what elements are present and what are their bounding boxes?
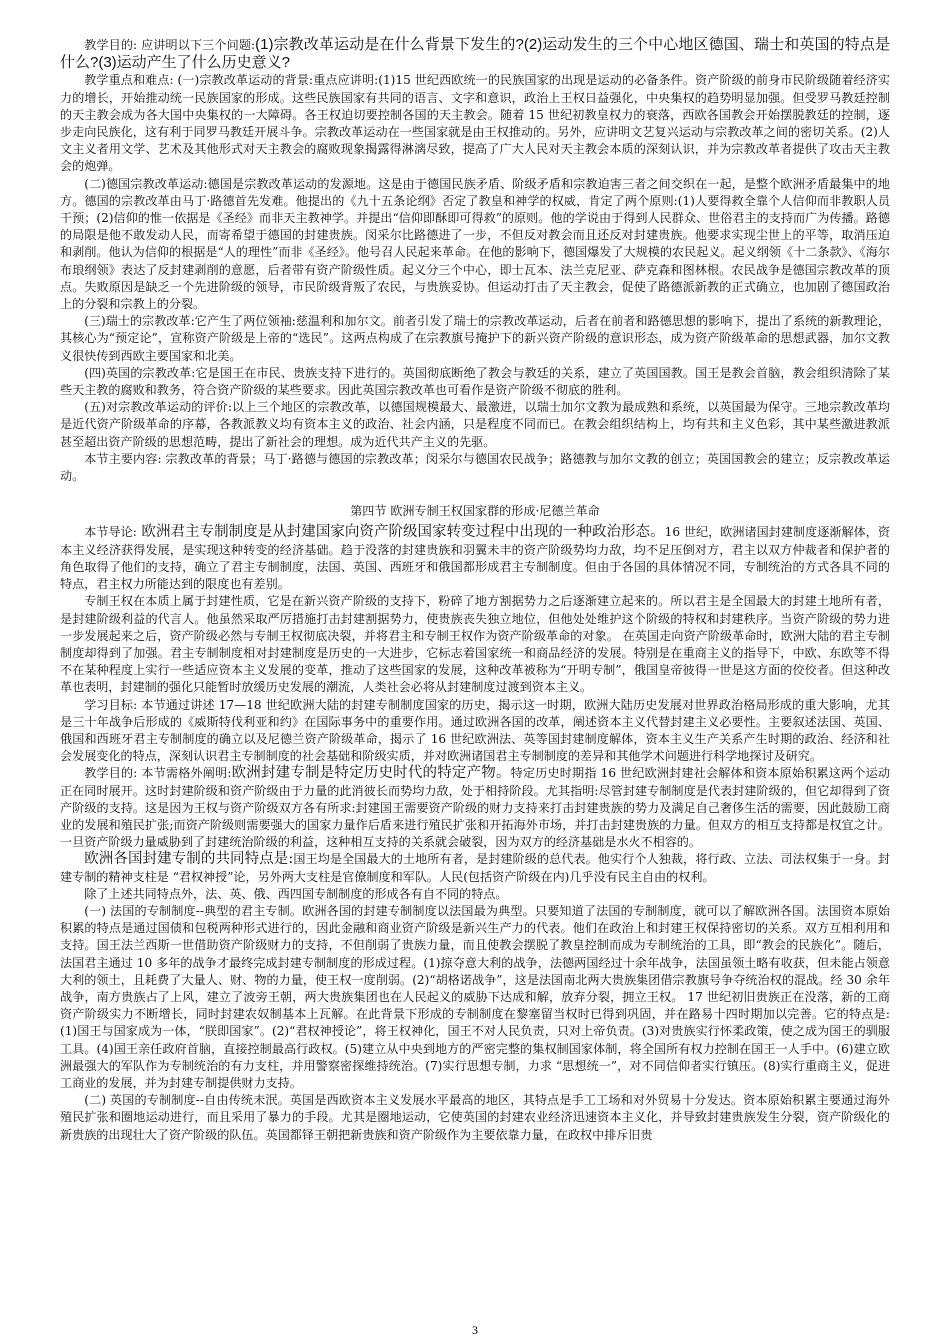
section-title: 第四节 欧洲专制王权国家群的形成·尼德兰革命: [350, 504, 600, 519]
paragraph-lead: 教学目的: 本节需格外阐明:: [84, 766, 232, 781]
paragraph-text: 国王均是全国最大的土地所有者，是封建阶级的总代表。他实行个人独裁，将行政、立法、司法权集于一身。封建专制的精神支柱是 “君权神授”论，另外两大支柱是官僚制度和军队。人民(包括资产阶级在内)几乎没有民主自由的权利。: [60, 852, 890, 884]
paragraph-differences: [60, 886, 890, 903]
paragraph-text: (二) 英国的专制制度--自由传统未泯。英国是西欧资本主义发展水平最高的地区，其特点是手工工场和对外贸易十分发达。资本原始积累主要通过海外殖民扩张和圈地运动进行，而且采用了暴力的手段。尤其是圈地运动，它使英国的封建农业经济迅速资本主义化，并导致封建贵族发生分裂，资产阶级化的新贵族的出现壮大了资产阶级的队伍。英国都铎王朝把新贵族和资产阶级作为主要依靠力量，在政权中排斥旧贵: [60, 1093, 890, 1142]
paragraph-text: (四)英国的宗教改革:它是国王在市民、贵族支持下进行的。英国彻底断绝了教会与教廷的关系，建立了英国国教。国王是教会首脑，教会组织清除了某些天主教的腐败和教务，符合资产阶级的某些要求。因此英国宗教改革也可看作是资产阶级不彻底的胜利。: [60, 365, 890, 398]
paragraph-common-features: [60, 851, 890, 885]
paragraph-text: 特定历史时期指 16 世纪欧洲封建社会解体和资本原始积累这两个运动正在同时展开。这时封建阶级和资产阶级由于力量的此消彼长而势均力敌，处于相持阶段。尤其指明:尽管封建专制制度是代表封建阶级的，但它却得到了资产阶级的支持。这是因为王权与资产阶级双方各有所求:封建国王需要资产阶级的财力支持来打击封建贵族的势力及满足自己奢侈生活的需要，因此鼓励工商业的发展和殖民扩张;而资产阶级则需要强大的国家力量作后盾来进行殖民扩张和开拓海外市场，并打击封建贵族的力量。但双方的相互支持都是权宜之计。一旦资产阶级力量威胁到了封建统治阶级的利益，这种相互支持的关系就会破裂，因为双方的经济基础是水火不相容的。: [60, 766, 890, 850]
paragraph-key-points: [60, 72, 890, 175]
paragraph-text: (二)德国宗教改革运动:德国是宗教改革运动的发源地。这是由于德国民族矛盾、阶级矛盾和宗教迫害三者之间交织在一起，是整个欧洲矛盾最集中的地方。德国的宗教改革由马丁·路德首先发难。他提出的《九十五条论纲》否定了教皇和神学的权威，肯定了两个原则:(1)人要得救全靠个人信仰而非教职人员干预；(2)信仰的惟一依据是《圣经》而非天主教神学。并提出“信仰即酥即可得救”的原则。他的学说由于得到人民群众、世俗君主的支持而广为传播。路德的局限是他不敢发动人民，而寄希望于德国的封建贵族。闵采尔比路德进了一步，不但反对教会而且还反对封建贵族。他要求实现尘世上的平等，取消压迫和剥削。他认为信仰的根据是“人的理性”而非《圣经》。他号召人民起来革命。在他的影响下，德国爆发了大规模的农民起义。起义纲领《十二条款》、《海尔布琅纲领》表达了反封建剥削的意愿，后者带有资产阶级性质。起义分三个中心，即士瓦本、法兰克尼亚、萨克森和图林根。农民战争是德国宗教改革的顶点。失败原因是缺乏一个先进阶级的领导，市民阶级背叛了农民，与贵族妥协。但运动打击了天主教会，促使了路德派新教的正式确立，也加剧了德国政治上的分裂和宗教上的分裂。: [60, 176, 890, 312]
paragraph-text: (五)对宗教改革运动的评价:以上三个地区的宗教改革，以德国规模最大、最激进，以瑞士加尔文教为最成熟和系统，以英国最为保守。三地宗教改革均是近代资产阶级革命的序幕，各教派教义均有资本主义的政治、社会内涵，只是程度不同而已。在教会组织结构上，均有共和主义色彩，其中某些激进教派甚至超出资产阶级的思想范畴，提出了新社会的理想。成为近代共产主义的先驱。: [60, 400, 890, 449]
paragraph-switzerland: [60, 313, 890, 365]
paragraph-text: 学习目标: 本节通过讲述 17—18 世纪欧洲大陆的封建专制制度国家的历史，揭示这一时期，欧洲大陆历史发展对世界政治格局形成的重大影响，尤其是三十年战争后形成的《威斯特伐利亚和约》在国际事务中的重要作用。通过欧洲各国的改革，阐述资本主义代替封建主义必要性。主要叙述法国、英国、俄国和西班牙君主专制制度的确立以及尼德兰资产阶级革命，揭示了 16 世纪欧洲法、英等国封建制度解体，资本主义生产关系产生时期的政治、经济和社会发展变化的特点，深刻认识君主专制制度的社会基础和阶级实质，并对欧洲诸国君主专制制度的差异和其他学术问题进行科学地探讨及研究。: [60, 697, 890, 764]
paragraph-lead: 欧洲各国封建专制的共同特点是:: [84, 851, 294, 868]
paragraph-text: (三)瑞士的宗教改革:它产生了两位领袖:慈温利和加尔文。前者引发了瑞士的宗教改革运动，后者在前者和路德思想的影响下，提出了系统的新教理论，其核心为“预定论”，宣称资产阶级是上帝的“选民”。这两点构成了在宗教旗号掩护下的新兴资产阶级的意识形态，成为资产阶级革命的思想武器，加尔文教义很快传到西欧主要国家和北美。: [60, 314, 890, 363]
emphasized-text: (1)宗教改革运动是在什么背景下发生的?(2)运动发生的三个中心地区德国、瑞士和英国的特点是什么?(3)运动产生了什么历史意义?: [60, 36, 890, 72]
page-number: 3: [472, 1323, 478, 1337]
paragraph-text: 专制王权在本质上属于封建性质，它是在新兴资产阶级的支持下，粉碎了地方割据势力之后逐渐建立起来的。所以君主是全国最大的封建土地所有者，是封建阶级利益的代言人。他虽然采取严厉措施打击封建割据势力，使贵族丧失独立地位，但他处处维护这个阶级的特权和封建秩序。当资产阶级的势力进一步发展起来之后，资产阶级必然与专制王权彻底决裂，并将君主和专制王权作为资产阶级革命的对象。 在英国走向资产阶级革命时，欧洲大陆的君主专制制度却得到了加强。君主专制制度相对封建制度是历史的一大进步，它标志着国家统一和商品经济的发展。特别是在重商主义的指导下，中欧、东欧等不得不在某种程度上实行一些适应资本主义发展的变革，推动了这些国家的发展，这种改革被称为“开明专制”，俄国皇帝彼得一世是这方面的佼佼者。但这种改革也表明，封建制的强化只能暂时放缓历史发展的潮流，人类社会必将从封建制度过渡到资本主义。: [60, 594, 890, 695]
emphasized-text: 欧洲封建专制是特定历史时代的特定产物。: [231, 765, 511, 782]
paragraph-evaluation: [60, 399, 890, 451]
paragraph-text: 除了上述共同特点外，法、英、俄、西四国专制制度的形成各有自不同的特点。: [84, 886, 508, 901]
paragraph-france: [60, 903, 890, 1092]
paragraph-learning-goals: [60, 697, 890, 766]
emphasized-text: 欧洲君主专制制度是从封建国家向资产阶级国家转变过程中出现的一种政治形态。: [136, 524, 665, 541]
paragraph-england: [60, 365, 890, 399]
paragraph-germany: [60, 176, 890, 314]
paragraph-text: 16 世纪，欧洲诸国封建制度逐渐解体，资本主义经济获得发展，是实现这种转变的经济基础。趋于没落的封建贵族和羽翼未丰的资产阶级势均力敌，均不足压倒对方，君主以双方仲裁者和保护者的角色取得了他们的支持，确立了君主专制制度，法国、英国、西班牙和俄国都形成君主专制制度。但由于各国的具体情况不同，专制统治的方式各具不同的特点，君主权力所能达到的限度也有差别。: [60, 525, 891, 592]
paragraph-lead: 本节导论:: [84, 525, 137, 540]
paragraph-absolutism-nature: [60, 593, 890, 696]
paragraph-text: (一) 法国的专制制度--典型的君主专制。欧洲各国的封建专制制度以法国最为典型。只要知道了法国的专制制度，就可以了解欧洲各国。法国资本原始积累的特点是通过国债和包税两种形式进行的，因此金融和商业资产阶级是新兴生产力的代表。他们在政治上和封建王权保持密切的关系。双方互相利用和支持。国王法兰西斯一世借助资产阶级财力的支持，不但削弱了贵族力量，而且使教会摆脱了教皇控制而成为专制统治的工具，即“教会的民族化”。随后，法国君主通过 10 多年的战争才最终完成封建专制制度的形成过程。(1)掠夺意大利的战争，法德两国经过十余年战争，法国虽领土略有收获，但未能占领意大利的领土，且耗费了大量人、财、物的力量，使王权一度削弱。(2)“胡格诺战争”，这是法国南北两大贵族集团借宗教旗号争夺统治权的混战。经 30 余年战争，南方贵族占了上风，建立了波旁王朝，两大贵族集团也在人民起义的威胁下达成和解，放弃分裂，拥立王权。 17 世纪初旧贵族正在没落，新的工商资产阶级实力不断增长，同时封建农奴制基本上瓦解。在此背景下形成的专制制度在黎塞留当权时已得到巩固，并在路易十四时期加以完善。它的特点是:(1)国王与国家成为一体，“朕即国家”。(2)“君权神授论”，将王权神化，国王不对人民负责，只对上帝负责。(3)对贵族实行怀柔政策，使之成为国王的驯服工具。(4)国王亲任政府首脑，直接控制最高行政权。(5)建立从中央到地方的严密完整的集权制国家体制，将全国所有权力控制在国王一人手中。(6)建立欧洲最强大的军队作为专制统治的有力支柱，并用警察密探维持统治。(7)实行思想专制，力求 “思想统一”，对不同信仰者实行镇压。(8)实行重商主义，促进工商业的发展，并为封建专制提供财力支持。: [60, 903, 890, 1090]
paragraph-text: 本节主要内容: 宗教改革的背景；马丁·路德与德国的宗教改革；闵采尔与德国农民战争；路德教与加尔文教的创立；英国国教会的建立；反宗教改革运动。: [60, 451, 890, 484]
paragraph-lead: 教学目的: 应讲明以下三个问题:: [84, 38, 256, 52]
paragraph-text: 教学重点和难点: (一)宗教改革运动的背景:重点应讲明:(1)15 世纪西欧统一的民族国家的出现是运动的必备条件。资产阶级的前身市民阶级随着经济实力的增长，开始推动统一民族国家的形成。这些民族国家有共同的语言、文字和意识，政治上王权日益强化，中央集权的趋势明显加强。但受罗马教廷控制的天主教会成为各大国中央集权的一大障碍。各王权迫切要控制各国的天主教会。随着 15 世纪初教皇权力的衰落，西欧各国教会开始摆脱教廷的控制，逐步走向民族化，这有利于同罗马教廷开展斗争。宗教改革运动在一些国家就是由王权推动的。另外，应讲明文艺复兴运动与宗教改革之间的密切关系。(2)人文主义者用文学、艺术及其他形式对天主教会的腐败现象揭露得淋漓尽致，提高了广大人民对天主教会本质的深刻认识，并为宗教改革者提供了攻击天主教会的炮弹。: [60, 73, 890, 174]
paragraph-teaching-purpose-2: [60, 765, 890, 851]
paragraph-introduction: [60, 524, 890, 593]
paragraph-teaching-purpose: [60, 36, 890, 72]
paragraph-england-absolutism: [60, 1092, 890, 1144]
paragraph-summary: [60, 451, 890, 485]
